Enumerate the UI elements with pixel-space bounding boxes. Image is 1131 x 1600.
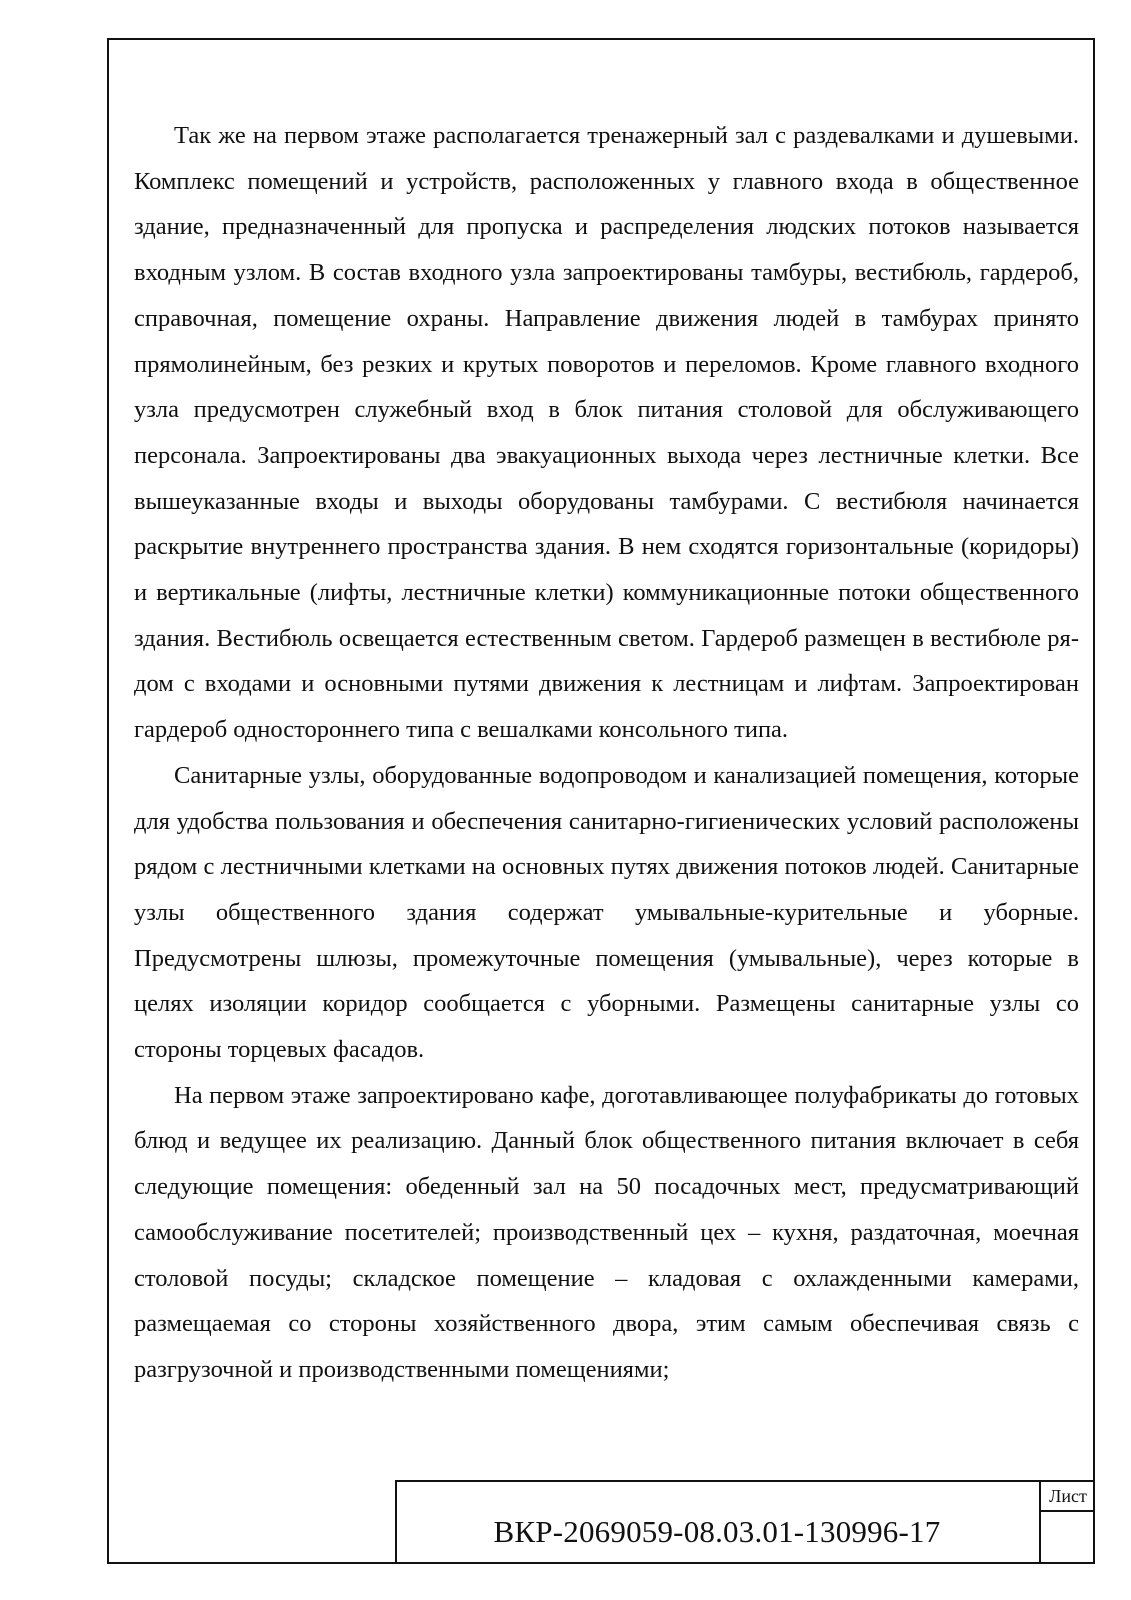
document-body — [134, 113, 1079, 1393]
title-block-stamp — [395, 1480, 1095, 1564]
paragraph-sanitary-units: Санитарные узлы, оборудованные водопроводом и канализацией помещения, которые для удобства пользования и обеспечения санитарно-гигиенических условий расположены рядом с лестничными клетками на основных путях движения потоков людей. Санитарные узлы общественного здания содержат умывальные-курительные и уборные. Предусмотрены шлюзы, промежуточные помещения (умывальные), через которые в целях изоляции коридор сообщается с уборными. Размещены санитарные узлы со стороны торцевых фасадов. — [134, 761, 1079, 1064]
sheet-cell — [1039, 1482, 1095, 1564]
sheet-label: Лист — [1041, 1482, 1095, 1512]
paragraph-entrance-node: Так же на первом этаже располагается тренажерный зал с раздевалками и душевыми. Комплекс помещений и устройств, расположенных у главного входа в общественное здание, предназначенный для пропуска и распределения людских потоков называется входным узлом. В состав входного узла запроектированы тамбуры, вестибюль, гардероб, справочная, помещение охраны. Направление движения людей в тамбурах принято прямолинейным, без резких и крутых поворотов и переломов. Кроме главного входного узла предусмотрен служебный вход в блок питания столовой для обслуживающего персонала. Запроектированы два эвакуационных выхода через лестничные клетки. Все вышеуказанные входы и выходы оборудованы тамбурами. С вестибюля начинается раскрытие внутреннего пространства здания. В нем сходятся горизонтальные (коридоры) и вертикальные (лифты, лестничные клетки) коммуникационные потоки общественного здания. Вестибюль освещается естественным светом. Гардероб размещен в вестибюле рядом с входами и основными путями движения к лестницам и лифтам. Запроектирован гардероб одностороннего типа с вешалками консольного типа. — [134, 122, 1079, 744]
document-code: ВКР-2069059-08.03.01-130996-17 — [493, 1514, 941, 1549]
sheet-number — [1041, 1512, 1095, 1564]
paragraph-cafe: На первом этаже запроектировано кафе, доготавливающее полуфабрикаты до готовых блюд и ведущее их реализацию. Данный блок общественного питания включает в себя следующие помещения: обеденный зал на 50 посадочных мест, предусматривающий самообслуживание посетителей; производственный цех – кухня, раздаточная, моечная столовой посуды; складское помещение – кладовая с охлажденными камерами, размещаемая со стороны хозяйственного двора, этим самым обеспечивая связь с разгрузочной и производственными помещениями; — [134, 1081, 1079, 1383]
